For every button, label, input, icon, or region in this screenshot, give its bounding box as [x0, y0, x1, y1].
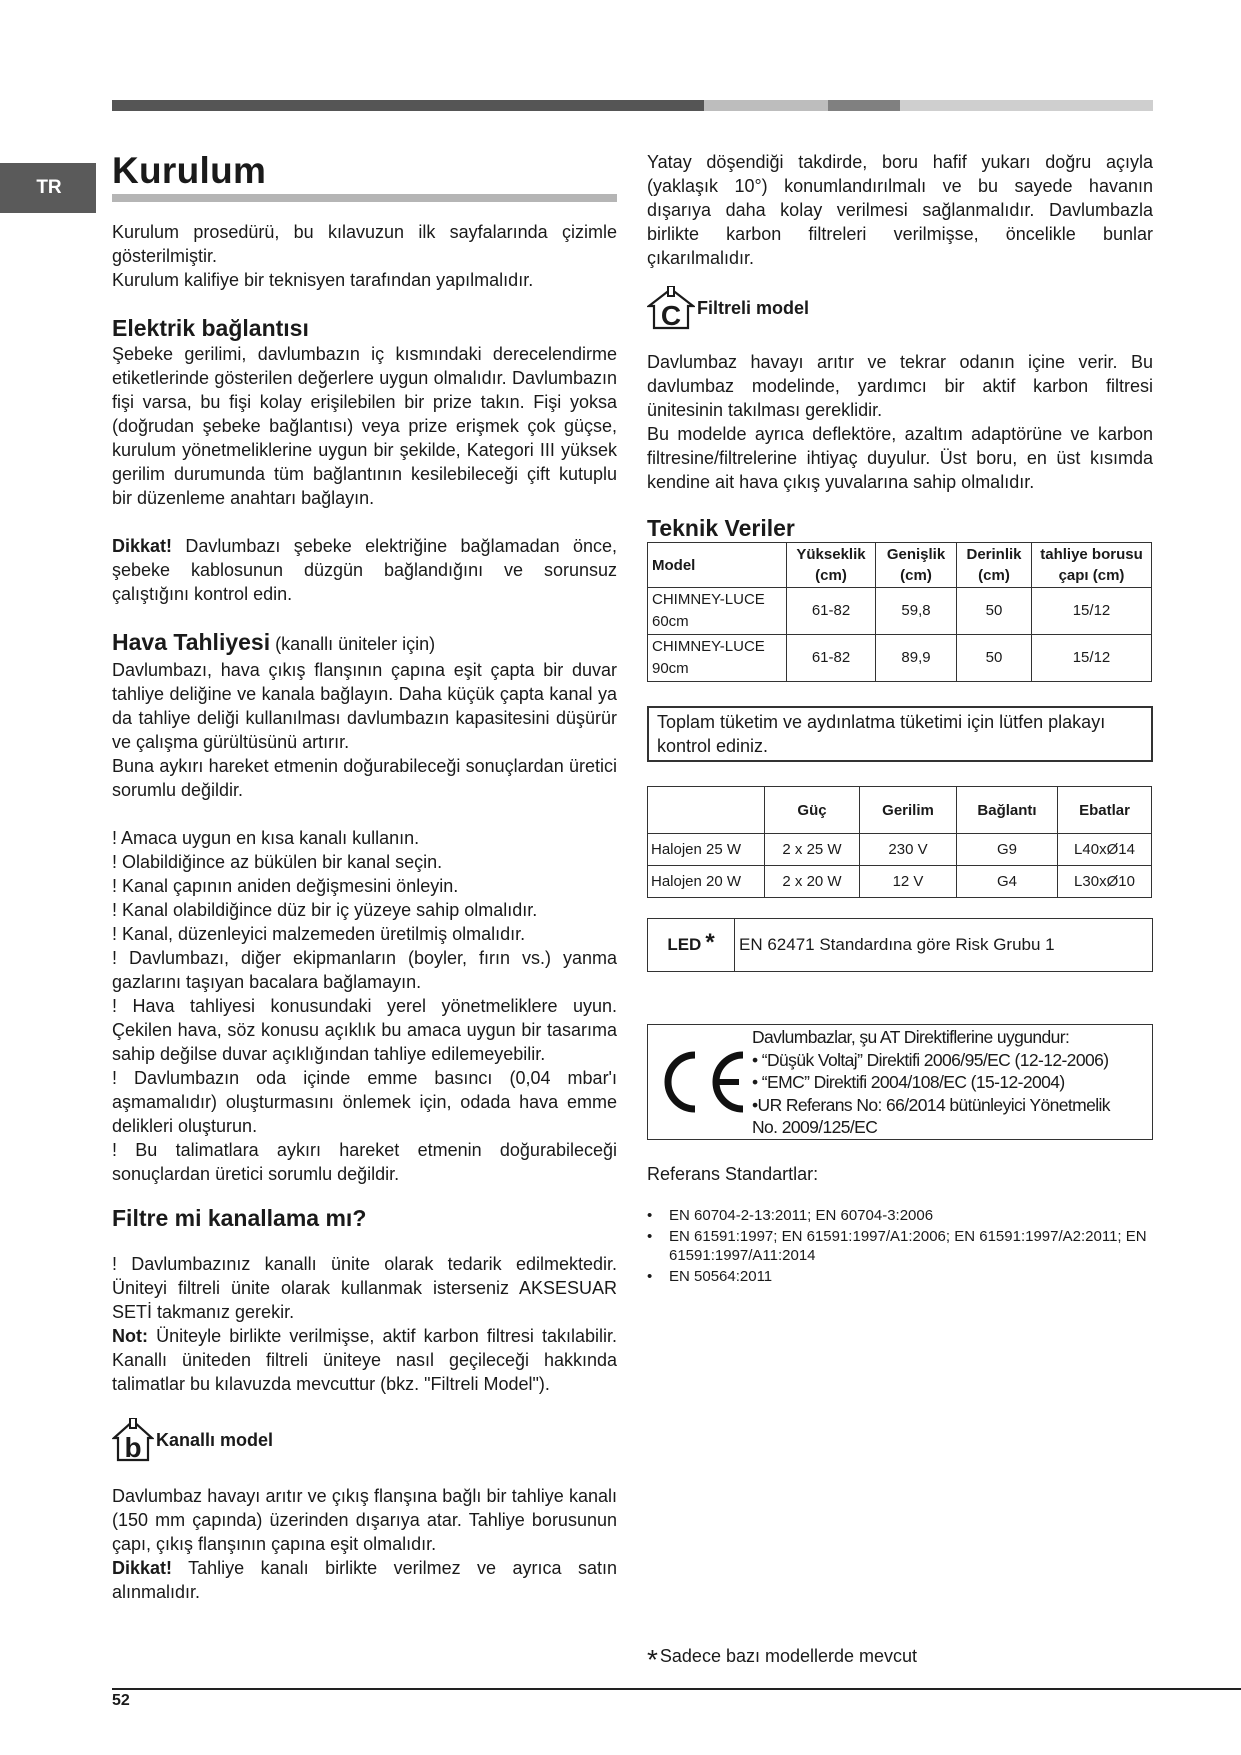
filtered-model-icon: [647, 286, 695, 330]
table-row: [648, 866, 1152, 898]
table-cell: G9: [957, 834, 1058, 866]
table-cell: L30xØ10: [1058, 866, 1152, 898]
intro-text-1: Kurulum prosedürü, bu kılavuzun ilk sayfalarında çizimle gösterilmiştir.: [112, 222, 617, 266]
led-risk-box: [647, 918, 1153, 972]
table-header-row: [648, 787, 1152, 834]
table-cell: 15/12: [1032, 635, 1152, 682]
table-cell: 12 V: [860, 866, 957, 898]
header-bar-pale: [900, 100, 1153, 111]
rule-item: ! Kanal çapının aniden değişmesini önleyin.: [112, 876, 459, 896]
table-header-cell: Yükseklik (cm): [787, 543, 876, 588]
list-item: • EN 61591:1997; EN 61591:1997/A1:2006; EN 61591:1997/A2:2011; EN 61591:1997/A11:2014: [647, 1227, 1153, 1265]
table-cell: Halojen 20 W: [648, 866, 765, 898]
table-cell: CHIMNEY-LUCE 60cm: [648, 588, 787, 635]
list-item: • EN 50564:2011: [647, 1267, 1153, 1286]
led-risk-text: EN 62471 Standardına göre Risk Grubu 1: [739, 935, 1055, 954]
air-exhaust-heading-sub: (kanallı üniteler için): [270, 634, 436, 654]
header-bar-light: [704, 100, 828, 111]
ce-compliance-box: [647, 1024, 1153, 1140]
page-title: Kurulum: [112, 150, 617, 202]
intro-text-2: Kurulum kalifiye bir teknisyen tarafından yapılmalıdır.: [112, 270, 534, 290]
table-row: [648, 834, 1152, 866]
ce-line: • “EMC” Direktifi 2004/108/EC (15-12-2004): [752, 1072, 1065, 1092]
footnote: [647, 1646, 917, 1678]
ce-mark-logo: [648, 1025, 752, 1139]
rule-item: ! Hava tahliyesi konusundaki yerel yönetmeliklere uyun. Çekilen hava, söz konusu açıklık bu amaca uygun bir tasarıma sahip değilse duvar açıklığından tahliye edilemeyebilir.: [112, 996, 617, 1064]
table-header-cell: Derinlik (cm): [957, 543, 1032, 588]
header-bar-mid: [828, 100, 900, 111]
header-bar-dark: [112, 100, 704, 111]
lamp-table: [647, 786, 1152, 898]
table-cell: 50: [957, 635, 1032, 682]
rule-item: ! Kanal olabildiğince düz bir iç yüzeye sahip olmalıdır.: [112, 900, 538, 920]
ducted-warning-text: Tahliye kanalı birlikte verilmez ve ayrıca satın alınmalıdır.: [112, 1558, 617, 1602]
table-cell: 59,8: [876, 588, 957, 635]
table-cell: Halojen 25 W: [648, 834, 765, 866]
filtered-body-1: Davlumbaz havayı arıtır ve tekrar odanın içine verir. Bu davlumbaz modelinde, yardımcı bir aktif karbon filtresi ünitesinin takılması gereklidir.: [647, 352, 1153, 420]
rule-item: ! Davlumbazın oda içinde emme basıncı (0,04 mbar'ı aşmamalıdır) oluşturmasını önlemek için, odada hava emme delikleri oluşturun.: [112, 1068, 617, 1136]
warning-label: Dikkat!: [112, 536, 173, 556]
ce-line: • “Düşük Voltaj” Direktifi 2006/95/EC (12-12-2006): [752, 1049, 1109, 1070]
left-column: [112, 150, 617, 1604]
filter-body-1: ! Davlumbazınız kanallı ünite olarak tedarik edilmektedir. Üniteyi filtreli ünite olarak kullanmak isterseniz AKSESUAR SETİ takmanız gerekir.: [112, 1254, 617, 1322]
table-header-cell: Ebatlar: [1058, 787, 1152, 834]
note-text: Üniteyle birlikte verilmişse, aktif karbon filtresi takılabilir. Kanallı üniteden filtreli üniteye nasıl geçileceği hakkında talimatlar bu kılavuzda mevcuttur (bkz. "Filtreli Model").: [112, 1326, 617, 1394]
ducted-model-heading: [112, 1418, 617, 1462]
footer-rule: [112, 1688, 1241, 1690]
ce-directive-text: [752, 1025, 1110, 1139]
table-cell: 50: [957, 588, 1032, 635]
footnote-text: Sadece bazı modellerde mevcut: [659, 1646, 918, 1666]
ducted-model-icon: [112, 1418, 154, 1462]
table-cell: 2 x 25 W: [765, 834, 860, 866]
ducted-warning: [112, 1556, 617, 1604]
electric-warning: [112, 534, 617, 606]
air-exhaust-heading: [112, 628, 617, 658]
ce-line: Davlumbazlar, şu AT Direktiflerine uygundur:: [752, 1027, 1070, 1047]
rule-item: ! Bu talimatlara aykırı hareket etmenin doğurabileceği sonuçlardan üretici sorumlu değildir.: [112, 1140, 617, 1184]
electric-body: Şebeke gerilimi, davlumbazın iç kısmındaki derecelendirme etiketlerinde gösterilen değerlere uygun olmalıdır. Davlumbazın fişi varsa, bu fişi kolay erişilebilen bir prize takın. Fişi yoksa (doğrudan şebeke bağlantısı) veya prize erişmek çok güçse, kurulum yönetmeliklerine uygun bir şekilde, Kategori III yüksek gerilim durumunda tüm bağlantının kesilebileceği çift kutuplu bir düzenleme anahtarı bağlayın.: [112, 344, 617, 508]
electric-heading: Elektrik bağlantısı: [112, 315, 309, 341]
ce-line: No. 2009/125/EC: [752, 1117, 878, 1137]
table-header-cell: Gerilim: [860, 787, 957, 834]
technical-data-heading: Teknik Veriler: [647, 515, 795, 541]
right-column: [647, 150, 1153, 1288]
table-header-cell: Güç: [765, 787, 860, 834]
air-exhaust-body-1: Davlumbazı, hava çıkış flanşının çapına eşit çapta bir duvar tahliye deliğine ve kanala bağlayın. Daha küçük çapta kanal ya da tahliye deliği kullanılması davlumbazın kapasitesini düşürür ve çalışma gürültüsünü artırır.: [112, 660, 617, 752]
reference-standards-heading: Referans Standartlar:: [647, 1164, 819, 1184]
consumption-note-box: Toplam tüketim ve aydınlatma tüketimi için lütfen plakayı kontrol ediniz.: [647, 706, 1153, 762]
ducted-body: Davlumbaz havayı arıtır ve çıkış flanşına bağlı bir tahliye kanalı (150 mm çapında) üzerinden dışarıya atar. Tahliye borusunun çapı, çıkış flanşının çapına eşit olmalıdır.: [112, 1486, 617, 1554]
rule-item: ! Amaca uygun en kısa kanalı kullanın.: [112, 828, 420, 848]
air-exhaust-body-2: Buna aykırı hareket etmenin doğurabileceği sonuçlardan üretici sorumlu değildir.: [112, 756, 617, 800]
table-header-cell: Model: [648, 543, 787, 588]
table-row: [648, 635, 1152, 682]
table-header-cell: tahliye borusu çapı (cm): [1032, 543, 1152, 588]
led-label: LED: [667, 935, 702, 954]
table-cell: 61-82: [787, 635, 876, 682]
warning-text: Davlumbazı şebeke elektriğine bağlamadan önce, şebeke kablosunun düzgün bağlandığını ve sorunsuz çalıştığını kontrol edin.: [112, 536, 617, 604]
exhaust-rules-list: [112, 826, 617, 1186]
ducted-model-label: Kanallı model: [156, 1429, 274, 1450]
table-header-cell: Bağlantı: [957, 787, 1058, 834]
filtered-icon-letter: C: [660, 300, 682, 330]
filtered-model-label: Filtreli model: [697, 297, 810, 318]
filter-note: [112, 1324, 617, 1396]
slope-note: Yatay döşendiği takdirde, boru hafif yukarı doğru açıyla (yaklaşık 10°) konumlandırılmalı ve bu sayede havanın dışarıya daha kolay verilmesi sağlanmalıdır. Davlumbazla birlikte karbon filtreleri verilmişse, öncelikle bunlar çıkarılmalıdır.: [647, 152, 1153, 268]
standards-list: [647, 1206, 1153, 1286]
table-header-cell: Genişlik (cm): [876, 543, 957, 588]
table-header-row: [648, 543, 1152, 588]
page-number: 52: [112, 1692, 130, 1709]
rule-item: ! Kanal, düzenleyici malzemeden üretilmiş olmalıdır.: [112, 924, 526, 944]
filtered-model-heading: [647, 286, 1153, 330]
ducted-warning-label: Dikkat!: [112, 1558, 173, 1578]
table-cell: CHIMNEY-LUCE 90cm: [648, 635, 787, 682]
list-item: • EN 60704-2-13:2011; EN 60704-3:2006: [647, 1206, 1153, 1225]
note-label: Not:: [112, 1326, 148, 1346]
ce-line: •UR Referans No: 66/2014 bütünleyici Yönetmelik: [752, 1094, 1110, 1115]
language-tab: TR: [0, 163, 96, 213]
filter-or-duct-heading: Filtre mi kanallama mı?: [112, 1205, 367, 1231]
table-header-cell: [648, 787, 765, 834]
filtered-body-2: Bu modelde ayrıca deflektöre, azaltım adaptörüne ve karbon filtresine/filtrelerine ihtiyaç duyulur. Üst boru, en üst kısımda kendine ait hava çıkış yuvalarına sahip olmalıdır.: [647, 424, 1153, 492]
table-row: [648, 588, 1152, 635]
rule-item: ! Olabildiğince az bükülen bir kanal seçin.: [112, 852, 443, 872]
table-cell: 89,9: [876, 635, 957, 682]
led-asterisk: *: [705, 929, 715, 956]
table-cell: 61-82: [787, 588, 876, 635]
table-cell: 2 x 20 W: [765, 866, 860, 898]
ducted-icon-letter: b: [124, 1432, 142, 1462]
table-cell: 230 V: [860, 834, 957, 866]
technical-data-table: [647, 542, 1152, 682]
table-cell: L40xØ14: [1058, 834, 1152, 866]
air-exhaust-heading-main: Hava Tahliyesi: [112, 629, 271, 655]
table-cell: 15/12: [1032, 588, 1152, 635]
led-label-cell: [648, 919, 735, 971]
table-cell: G4: [957, 866, 1058, 898]
footnote-asterisk: *: [647, 1644, 658, 1675]
rule-item: ! Davlumbazı, diğer ekipmanların (boyler, fırın vs.) yanma gazlarını taşıyan bacalara bağlamayın.: [112, 948, 617, 992]
